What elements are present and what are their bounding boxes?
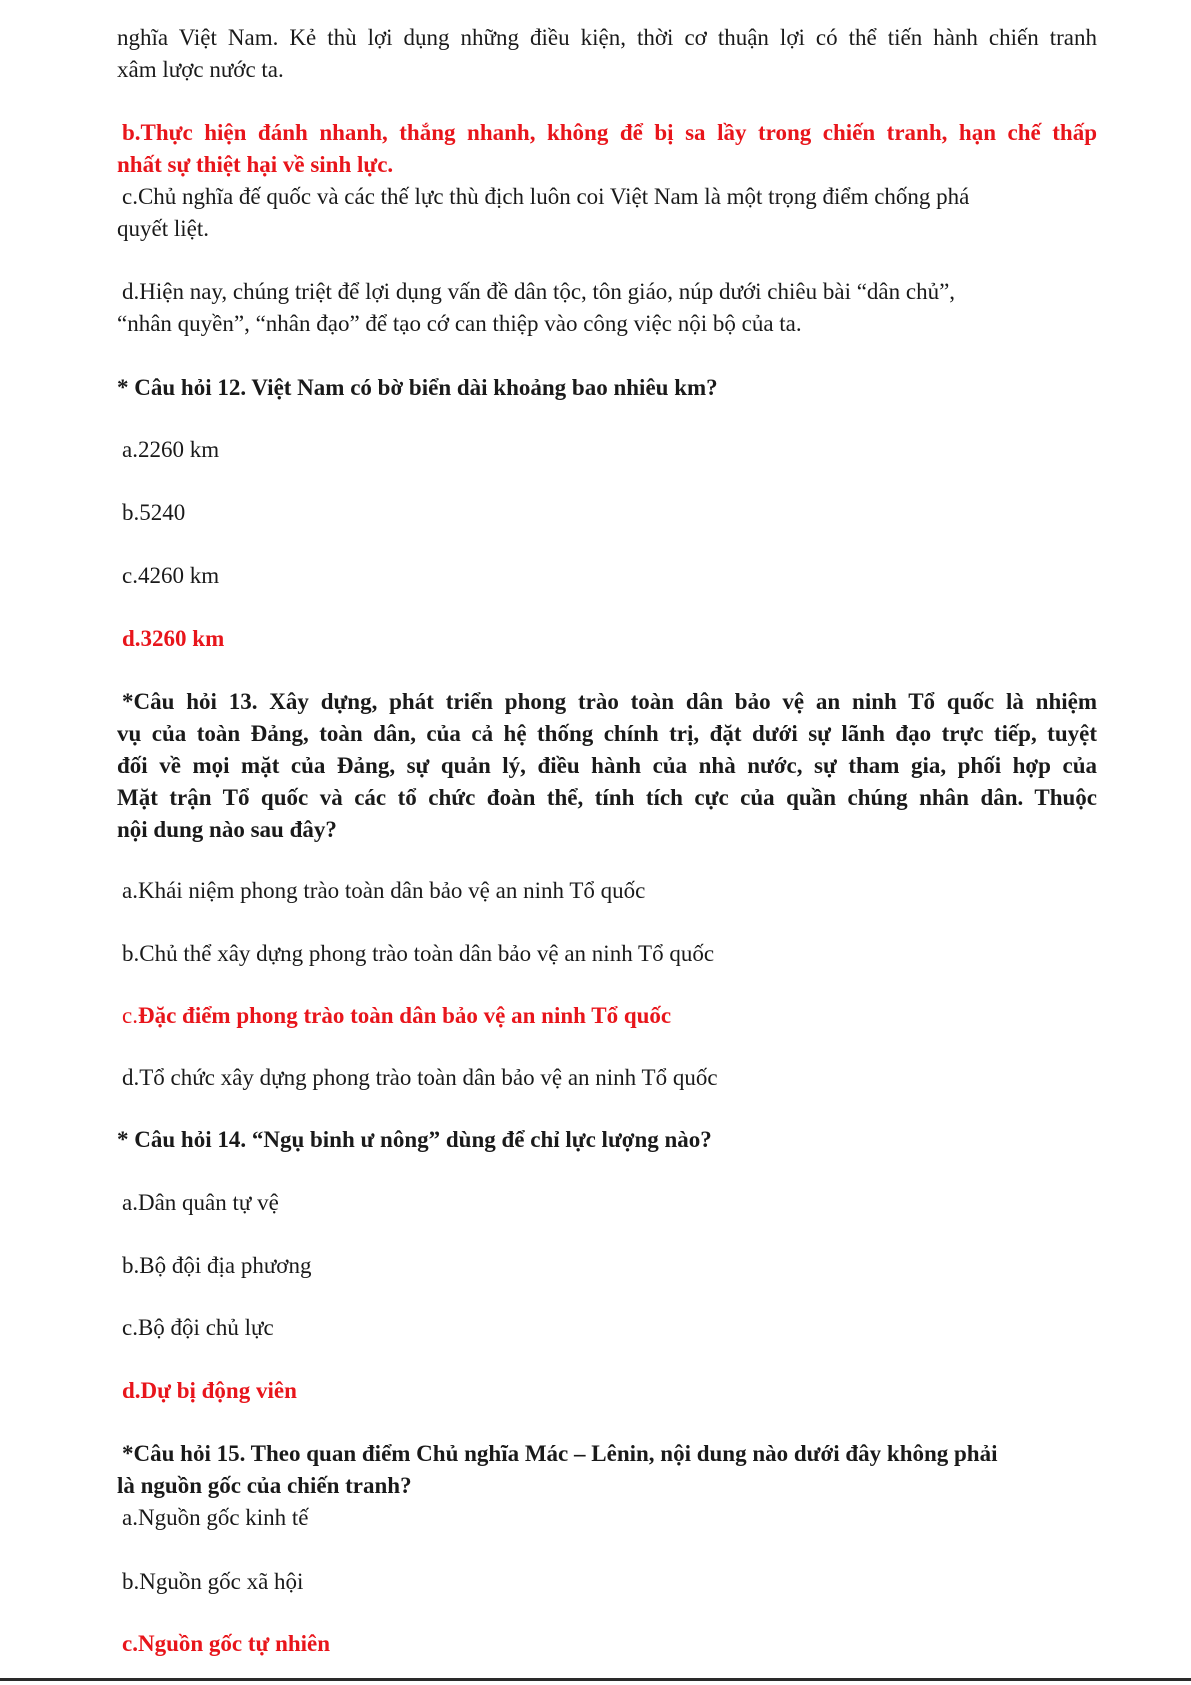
- question-13-line-1: *Câu hỏi 13. Xây dựng, phát triển phong trào toàn dân bảo vệ an ninh Tổ quốc là nhiệm: [122, 689, 1097, 714]
- q13-option-d: d.Tổ chức xây dựng phong trào toàn dân bảo vệ an ninh Tổ quốc: [122, 1065, 718, 1090]
- q13-option-c-prefix: c.: [122, 1003, 138, 1028]
- q13-option-b: b.Chủ thể xây dựng phong trào toàn dân bảo vệ an ninh Tổ quốc: [122, 941, 715, 966]
- q11-option-b-correct-line-2: nhất sự thiệt hại về sinh lực.: [117, 152, 394, 177]
- question-12: * Câu hỏi 12. Việt Nam có bờ biển dài khoảng bao nhiêu km?: [117, 375, 718, 400]
- q14-option-b: b.Bộ đội địa phương: [122, 1253, 312, 1278]
- q11-option-d-line-2: “nhân quyền”, “nhân đạo” để tạo cớ can thiệp vào công việc nội bộ của ta.: [117, 311, 802, 336]
- page-bottom-rule: [0, 1678, 1191, 1681]
- q15-option-b: b.Nguồn gốc xã hội: [122, 1569, 304, 1594]
- q15-option-a: a.Nguồn gốc kinh tế: [122, 1505, 309, 1530]
- q14-option-d-correct: d.Dự bị động viên: [122, 1378, 297, 1403]
- q11-option-c-line-2: quyết liệt.: [117, 216, 209, 241]
- q12-option-d-correct: d.3260 km: [122, 626, 225, 651]
- q12-option-a: a.2260 km: [122, 437, 220, 462]
- question-13-line-5: nội dung nào sau đây?: [117, 817, 337, 842]
- q11-option-b-correct-line-1: b.Thực hiện đánh nhanh, thắng nhanh, không để bị sa lầy trong chiến tranh, hạn chế thấp: [122, 120, 1097, 145]
- q14-option-c: c.Bộ đội chủ lực: [122, 1315, 274, 1340]
- q13-option-c-correct: [122, 1000, 671, 1032]
- intro-line-1: nghĩa Việt Nam. Kẻ thù lợi dụng những điều kiện, thời cơ thuận lợi có thể tiến hành chiến tranh: [117, 25, 1097, 50]
- q13-option-a: a.Khái niệm phong trào toàn dân bảo vệ an ninh Tổ quốc: [122, 878, 646, 903]
- intro-line-2: xâm lược nước ta.: [117, 57, 284, 82]
- question-14: * Câu hỏi 14. “Ngụ binh ư nông” dùng để chỉ lực lượng nào?: [117, 1127, 712, 1152]
- question-13-line-4: Mặt trận Tổ quốc và các tổ chức đoàn thể, tính tích cực của quần chúng nhân dân. Thuộc: [117, 785, 1097, 810]
- q12-option-b: b.5240: [122, 500, 186, 525]
- q12-option-c: c.4260 km: [122, 563, 220, 588]
- q15-option-c-correct: c.Nguồn gốc tự nhiên: [122, 1631, 331, 1656]
- question-13-line-2: vụ của toàn Đảng, toàn dân, của cả hệ thống chính trị, đặt dưới sự lãnh đạo trực tiếp, tuyệt: [117, 721, 1097, 746]
- q13-option-c-text: Đặc điểm phong trào toàn dân bảo vệ an ninh Tổ quốc: [137, 1003, 672, 1028]
- q14-option-a: a.Dân quân tự vệ: [122, 1190, 279, 1215]
- question-13-line-3: đối về mọi mặt của Đảng, sự quản lý, điều hành của nhà nước, sự tham gia, phối hợp của: [117, 753, 1097, 778]
- question-15-line-2: là nguồn gốc của chiến tranh?: [117, 1473, 412, 1498]
- q11-option-d-line-1: d.Hiện nay, chúng triệt để lợi dụng vấn đề dân tộc, tôn giáo, núp dưới chiêu bài “dân chủ”,: [122, 279, 956, 304]
- question-15-line-1: *Câu hỏi 15. Theo quan điểm Chủ nghĩa Mác – Lênin, nội dung nào dưới đây không phải: [122, 1441, 998, 1466]
- q11-option-c-line-1: c.Chủ nghĩa đế quốc và các thế lực thù địch luôn coi Việt Nam là một trọng điểm chống phá: [122, 184, 970, 209]
